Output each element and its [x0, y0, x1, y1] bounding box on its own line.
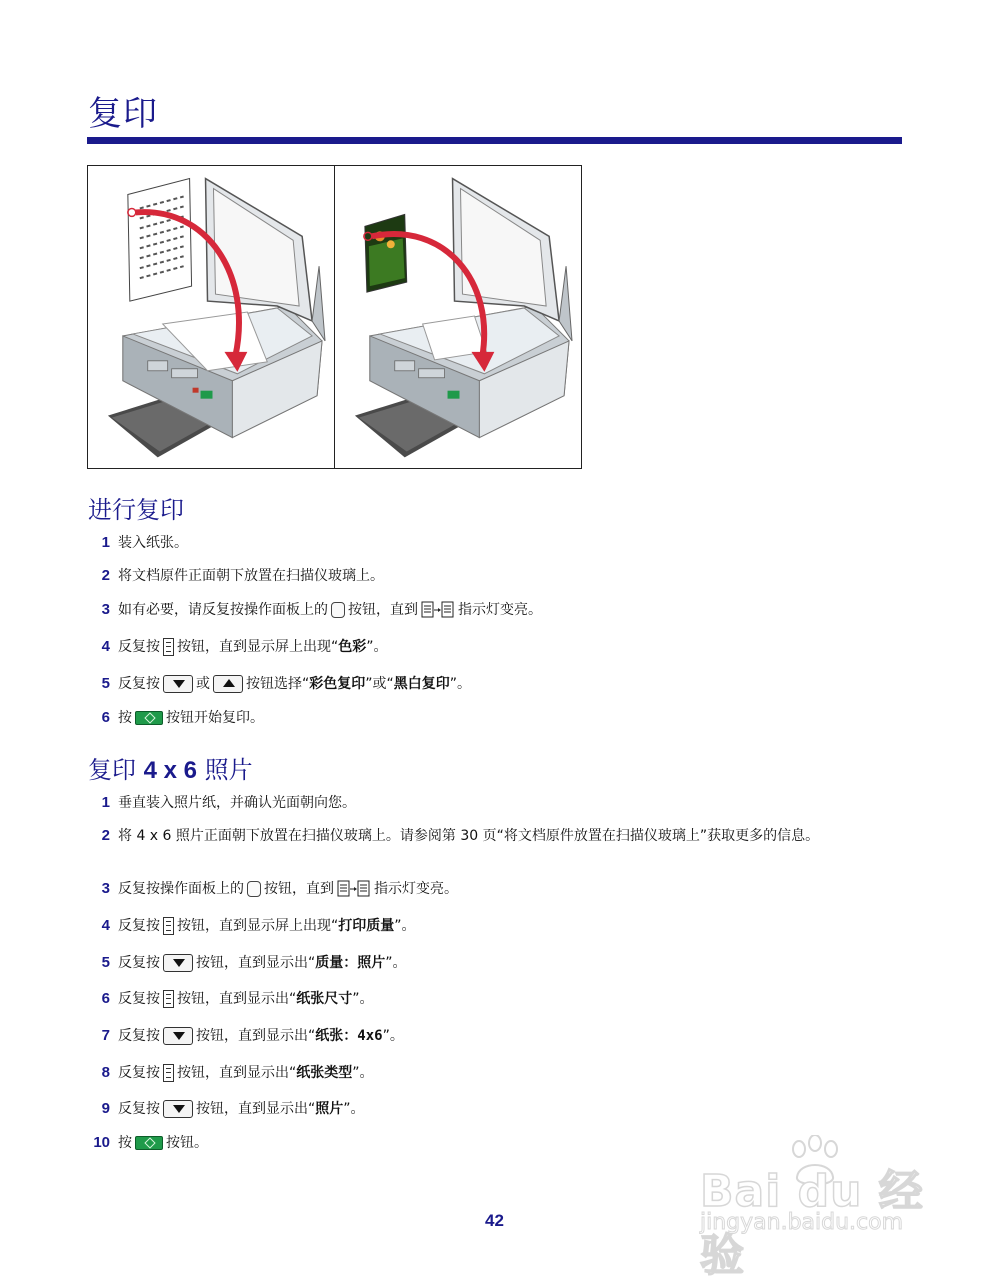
menu-button-icon: [163, 990, 174, 1008]
document-placement-illustration: [88, 166, 334, 468]
copy-mode-button-icon: [247, 881, 261, 897]
down-arrow-button-icon: [163, 954, 193, 972]
section-heading-make-copy: 进行复印: [88, 496, 184, 524]
scanner-photo-drawing: [335, 166, 581, 468]
copy-illustration: [87, 165, 582, 469]
section-heading-copy-4x6-photo: 复印 4 x 6 照片: [88, 756, 253, 784]
baidu-jingyan-watermark: Bai du 经验 jingyan.baidu.com: [700, 1135, 940, 1245]
page-title: 复印: [88, 94, 158, 134]
menu-button-icon: [163, 917, 174, 935]
copy-indicator-icon: [337, 880, 371, 898]
copy-mode-button-icon: [331, 602, 345, 618]
down-arrow-button-icon: [163, 1100, 193, 1118]
menu-button-icon: [163, 1064, 174, 1082]
copy-indicator-icon: [421, 601, 455, 619]
page-number: 42: [485, 1211, 504, 1230]
down-arrow-button-icon: [163, 1027, 193, 1045]
photo-placement-illustration: [334, 166, 581, 468]
up-arrow-button-icon: [213, 675, 243, 693]
start-button-icon: [135, 711, 163, 725]
down-arrow-button-icon: [163, 675, 193, 693]
start-button-icon: [135, 1136, 163, 1150]
scanner-document-drawing: [88, 166, 334, 468]
title-rule: [87, 137, 902, 144]
menu-button-icon: [163, 638, 174, 656]
